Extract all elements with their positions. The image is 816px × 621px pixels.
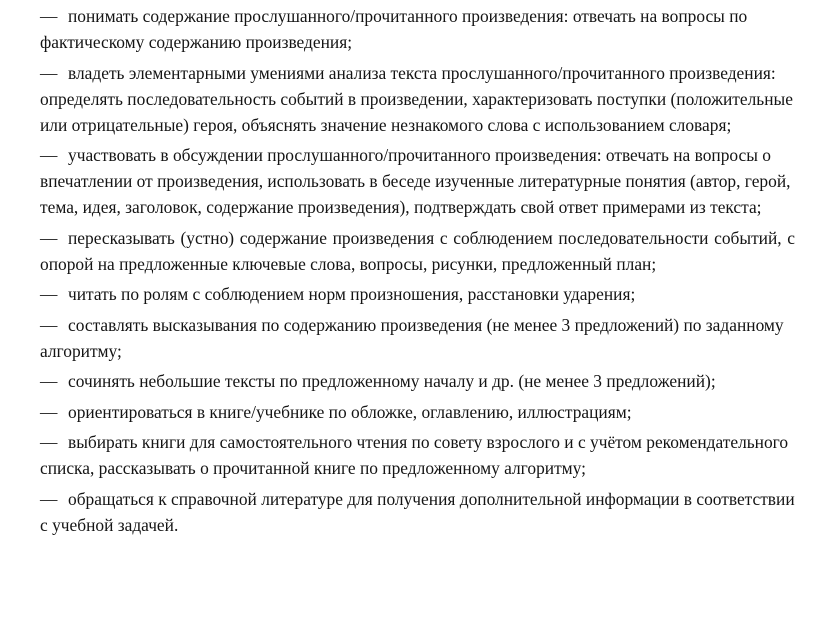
- list-item-text: выбирать книги для самостоятельного чтения по совету взрослого и с учётом рекомендательного списка, рассказывать о прочитанной книге по предложенному алгоритму;: [40, 432, 789, 478]
- list-item: [40, 312, 795, 364]
- list-item-text: участвовать в обсуждении прослушанного/прочитанного произведения: отвечать на вопросы о впечатлении от произведения, использовать в беседе изученные литературные понятия (автор, герой, тема, идея, заголовок, содержание произведения), подтверждать свой ответ примерами из текста;: [40, 145, 791, 217]
- dash-marker: —: [40, 62, 58, 83]
- list-item-text: обращаться к справочной литературе для получения дополнительной информации в соответствии с учебной задачей.: [40, 488, 795, 535]
- list-item: [40, 368, 795, 394]
- list-item-text: понимать содержание прослушанного/прочитанного произведения: отвечать на вопросы по фактическому содержанию произведения;: [40, 6, 748, 52]
- list-item: [40, 399, 795, 425]
- list-item: [40, 225, 795, 277]
- dash-marker: —: [40, 401, 58, 422]
- dash-marker: —: [40, 227, 58, 248]
- dash-marker: —: [40, 314, 58, 335]
- list-item: [40, 60, 795, 138]
- dash-marker: —: [40, 6, 58, 26]
- document-page: [40, 3, 795, 542]
- list-item: [40, 142, 795, 220]
- dash-marker: —: [40, 371, 58, 391]
- dash-marker: —: [40, 488, 58, 509]
- list-item: [40, 3, 795, 55]
- dash-marker: —: [40, 432, 58, 452]
- dash-marker: —: [40, 284, 58, 304]
- list-item-text: ориентироваться в книге/учебнике по обложке, оглавлению, иллюстрациям;: [68, 401, 632, 422]
- list-item-text: сочинять небольшие тексты по предложенному началу и др. (не менее 3 предложений);: [68, 371, 716, 391]
- list-item-text: пересказывать (устно) содержание произведения с соблюдением последовательности событий, с опорой на предложенные ключевые слова, вопросы, рисунки, предложенный план;: [40, 227, 795, 274]
- list-item-text: читать по ролям с соблюдением норм произношения, расстановки ударения;: [68, 284, 636, 304]
- list-item: [40, 429, 795, 481]
- list-item: [40, 281, 795, 307]
- list-item: [40, 486, 795, 538]
- dash-marker: —: [40, 145, 58, 165]
- list-item-text: составлять высказывания по содержанию произведения (не менее 3 предложений) по заданному алгоритму;: [40, 314, 784, 361]
- list-item-text: владеть элементарными умениями анализа текста прослушанного/прочитанного произведения: определять последовательность событий в произведении, характеризовать поступки (положительные или отрицательные) героя, объяснять значение незнакомого слова с использованием словаря;: [40, 62, 793, 135]
